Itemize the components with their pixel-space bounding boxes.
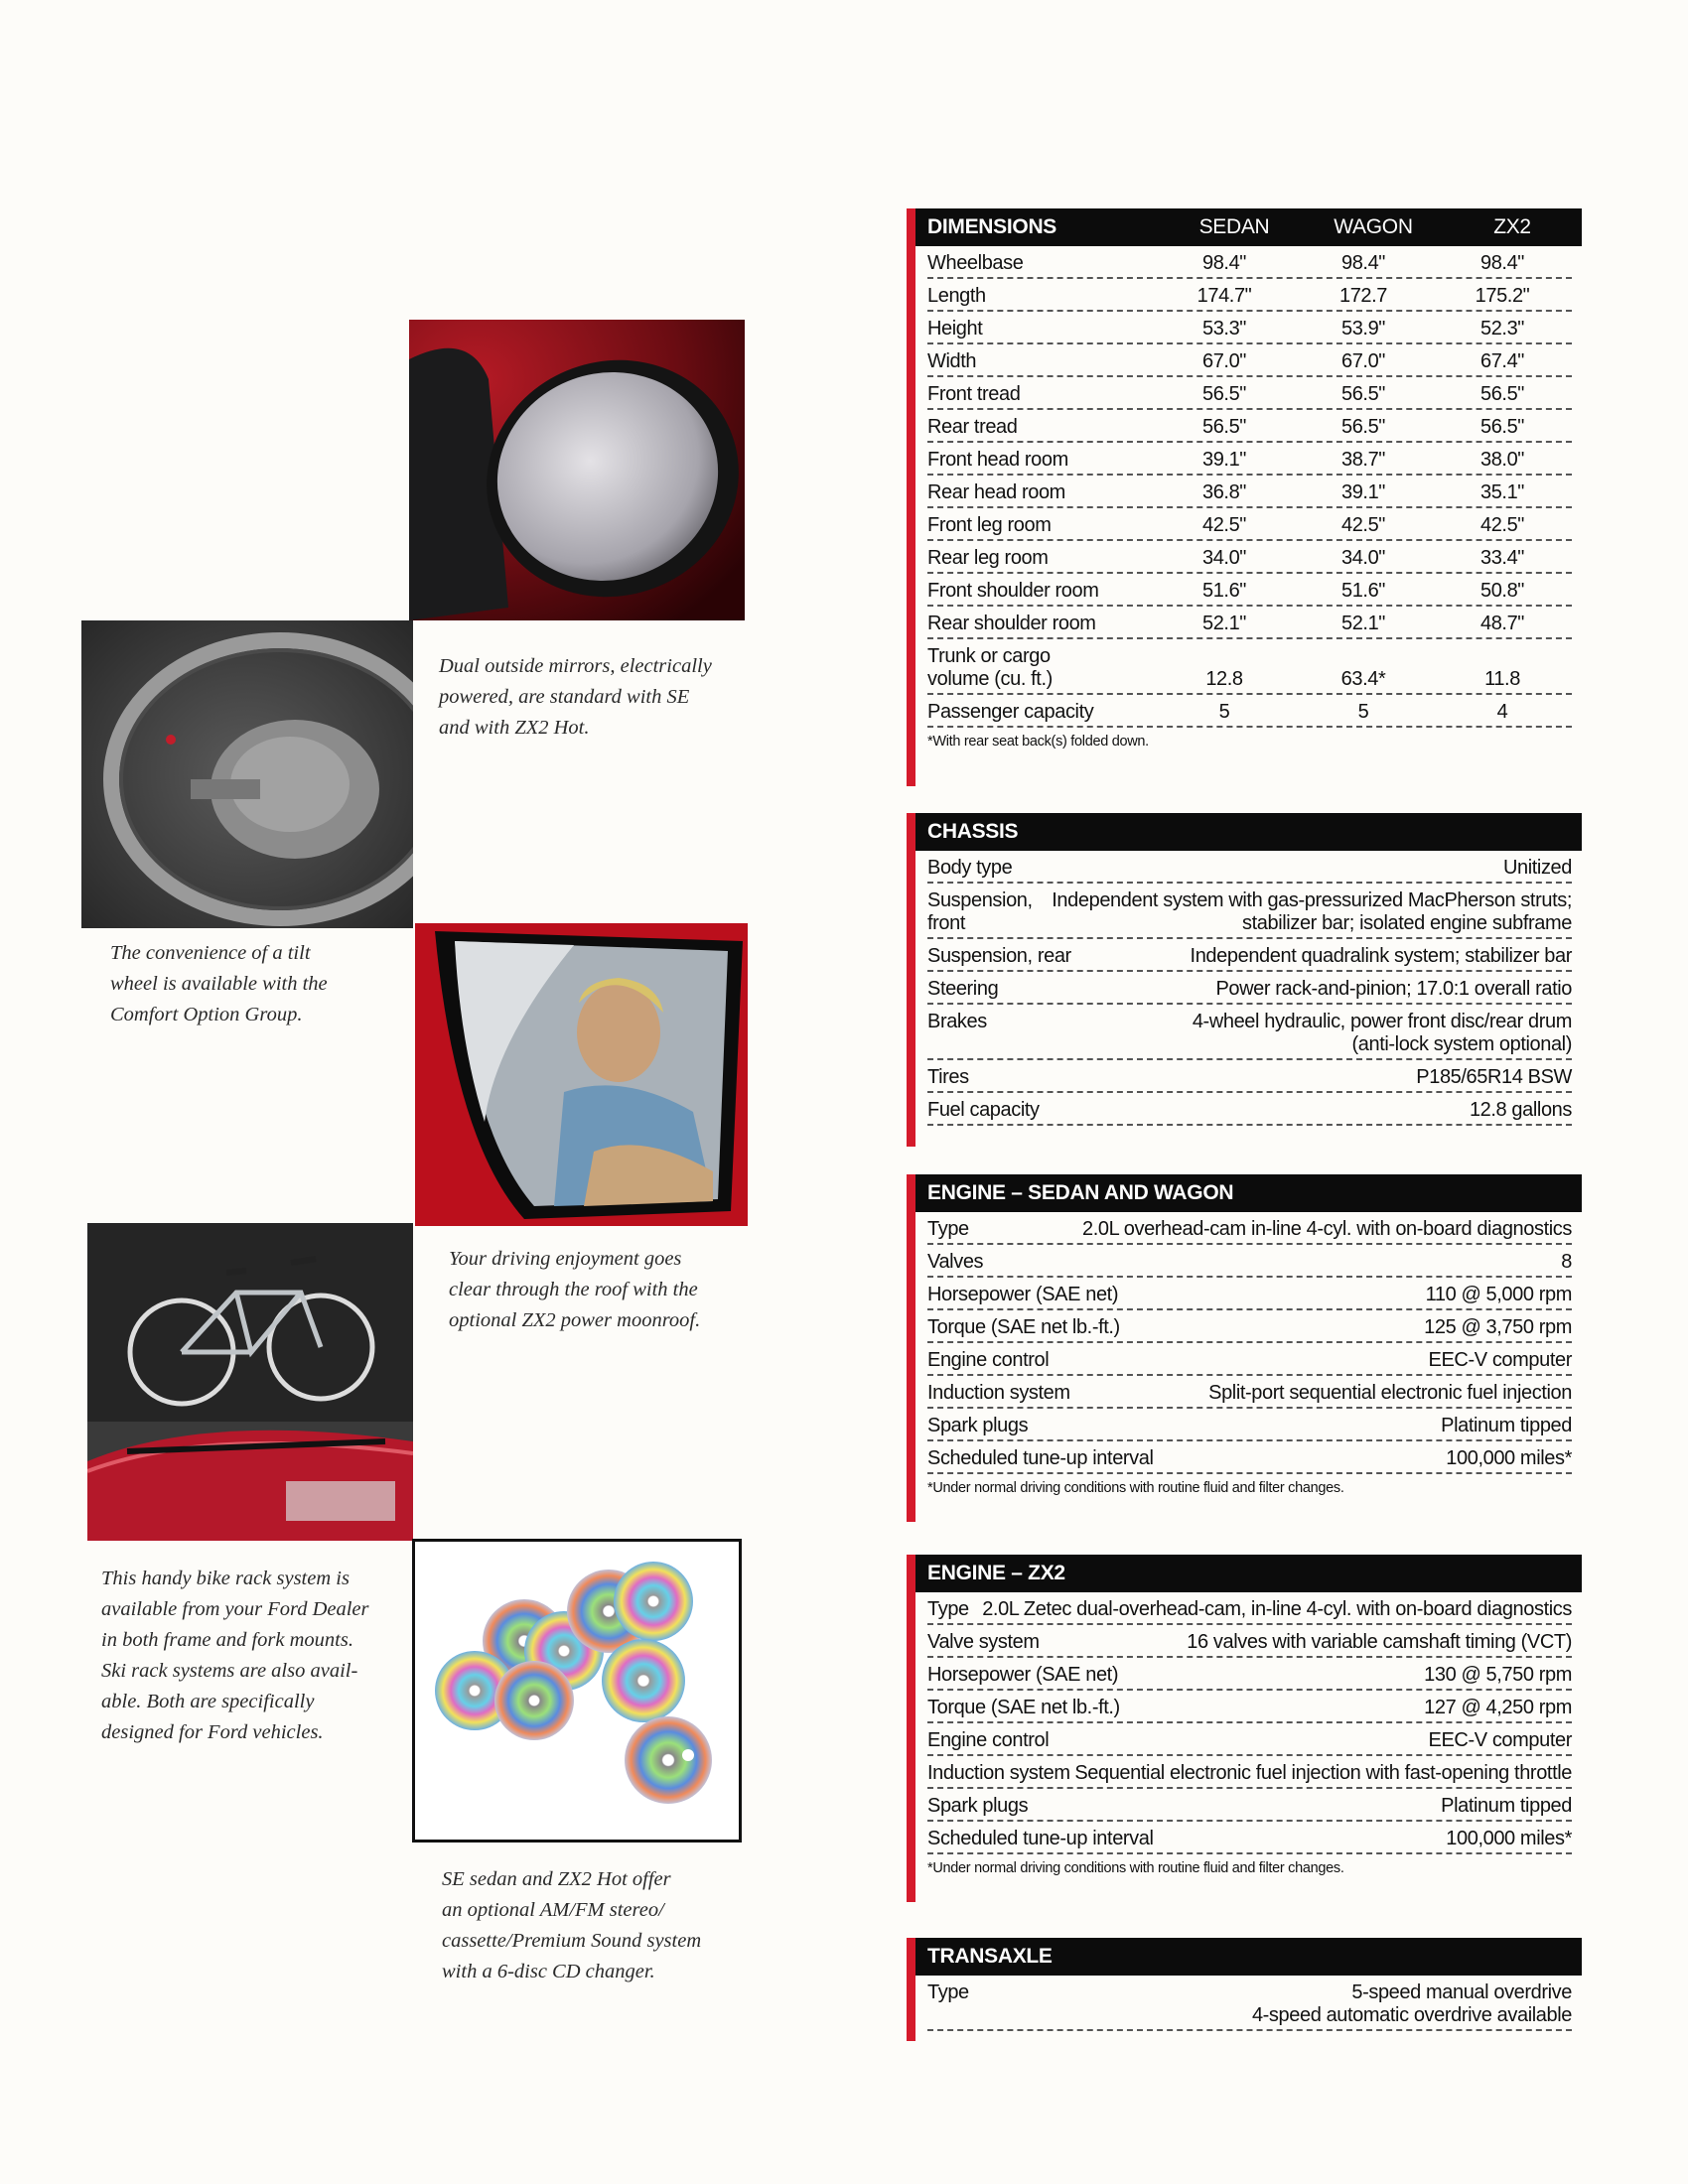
row-label: Front shoulder room	[927, 580, 1099, 602]
row-value: 127 @ 4,250 rpm	[1424, 1697, 1572, 1718]
column-wagon: WAGON	[1334, 215, 1413, 238]
table-row	[927, 541, 1572, 574]
table-row	[927, 972, 1572, 1005]
table-row	[927, 1310, 1572, 1343]
zx2-value: 67.4"	[1479, 350, 1525, 372]
dimensions-rows	[927, 246, 1572, 728]
row-value: EEC-V computer	[1428, 1729, 1572, 1751]
row-label: Front leg room	[927, 514, 1052, 536]
row-label: Scheduled tune-up interval	[927, 1828, 1154, 1849]
table-row	[927, 1093, 1572, 1126]
wagon-value: 98.4"	[1340, 252, 1386, 274]
mirrors-caption: Dual outside mirrors, electrically powered, are standard with SE and with ZX2 Hot.	[439, 655, 712, 739]
table-row	[927, 574, 1572, 607]
zx2-value: 48.7"	[1479, 613, 1525, 634]
row-label: Type	[927, 1598, 969, 1620]
row-value: Power rack-and-pinion; 17.0:1 overall ratio	[1215, 978, 1572, 1000]
row-label: Induction system	[927, 1762, 1070, 1784]
accent-bar	[907, 208, 915, 786]
row-label: Fuel capacity	[927, 1099, 1040, 1121]
bike-rack-photo	[87, 1223, 413, 1541]
row-label: Steering	[927, 978, 999, 1000]
table-row	[927, 1409, 1572, 1441]
zx2-value: 52.3"	[1479, 318, 1525, 340]
row-label: Length	[927, 285, 986, 307]
table-row	[927, 344, 1572, 377]
row-value: Independent quadralink system; stabilizer bar	[1190, 945, 1572, 967]
engine-sedan-title: ENGINE – SEDAN AND WAGON	[927, 1181, 1234, 1204]
row-value: P185/65R14 BSW	[1416, 1066, 1572, 1088]
sedan-value: 67.0"	[1201, 350, 1247, 372]
row-label: Front tread	[927, 383, 1021, 405]
engine-sedan-rows	[927, 1212, 1572, 1474]
table-row	[927, 1789, 1572, 1822]
transaxle-panel	[907, 1938, 1582, 2041]
table-row	[927, 1005, 1572, 1060]
row-value: Platinum tipped	[1441, 1795, 1572, 1817]
dimensions-header	[915, 208, 1582, 246]
row-value: 100,000 miles*	[1446, 1447, 1572, 1469]
tilt-wheel-caption: The convenience of a tilt wheel is available with the Comfort Option Group.	[110, 942, 328, 1025]
sedan-value: 34.0"	[1201, 547, 1247, 569]
table-row	[927, 1376, 1572, 1409]
engine-sedan-panel	[907, 1174, 1582, 1522]
row-value: 110 @ 5,000 rpm	[1425, 1284, 1572, 1305]
row-label: Engine control	[927, 1349, 1050, 1371]
row-label: Wheelbase	[927, 252, 1024, 274]
row-label: Horsepower (SAE net)	[927, 1284, 1119, 1305]
sedan-value: 56.5"	[1201, 383, 1247, 405]
table-row	[927, 851, 1572, 884]
row-value: 12.8 gallons	[1469, 1099, 1572, 1121]
row-label: Rear tread	[927, 416, 1018, 438]
row-value: 5-speed manual overdrive 4-speed automatic overdrive available	[1251, 1981, 1572, 2026]
row-label: Torque (SAE net lb.-ft.)	[927, 1697, 1120, 1718]
wagon-value: 52.1"	[1340, 613, 1386, 634]
table-row	[927, 1343, 1572, 1376]
wagon-value: 34.0"	[1340, 547, 1386, 569]
table-row	[927, 1756, 1572, 1789]
row-label: Engine control	[927, 1729, 1050, 1751]
row-label: Height	[927, 318, 983, 340]
table-row	[927, 443, 1572, 476]
wagon-value: 56.5"	[1340, 383, 1386, 405]
moonroof-caption: Your driving enjoyment goes clear through the roof with the optional ZX2 power moonroof.	[449, 1248, 701, 1331]
row-label: Width	[927, 350, 977, 372]
table-row	[927, 939, 1572, 972]
row-value: 2.0L overhead-cam in-line 4-cyl. with on-board diagnostics	[1082, 1218, 1572, 1240]
table-row	[927, 1691, 1572, 1723]
wagon-value: 5	[1357, 701, 1369, 723]
zx2-value: 35.1"	[1479, 481, 1525, 503]
row-label: Torque (SAE net lb.-ft.)	[927, 1316, 1120, 1338]
row-value: Sequential electronic fuel injection with fast-opening throttle	[1074, 1762, 1572, 1784]
row-label: Spark plugs	[927, 1795, 1029, 1817]
row-value: 4-wheel hydraulic, power front disc/rear drum (anti-lock system optional)	[1192, 1011, 1572, 1055]
row-label: Scheduled tune-up interval	[927, 1447, 1154, 1469]
moonroof-photo	[415, 923, 748, 1226]
table-row	[927, 312, 1572, 344]
table-row	[927, 476, 1572, 508]
row-value: EEC-V computer	[1428, 1349, 1572, 1371]
sedan-value: 98.4"	[1201, 252, 1247, 274]
chassis-panel	[907, 813, 1582, 1147]
engine-zx2-footnote: *Under normal driving conditions with routine fluid and filter changes.	[927, 1860, 1344, 1876]
row-value: 125 @ 3,750 rpm	[1424, 1316, 1572, 1338]
table-row	[927, 1592, 1572, 1625]
row-label: Horsepower (SAE net)	[927, 1664, 1119, 1686]
table-row	[927, 1060, 1572, 1093]
engine-zx2-title: ENGINE – ZX2	[927, 1562, 1065, 1584]
row-label: Trunk or cargo volume (cu. ft.)	[927, 645, 1053, 690]
cd-changer-photo	[412, 1539, 742, 1843]
zx2-value: 56.5"	[1479, 383, 1525, 405]
dimensions-footnote: *With rear seat back(s) folded down.	[927, 734, 1149, 750]
bike-rack-caption: This handy bike rack system is available from your Ford Dealer in both frame and fork mounts. Ski rack systems are also avail- able. Both are specifically designed for Ford vehicles.	[101, 1568, 369, 1743]
zx2-value: 56.5"	[1479, 416, 1525, 438]
table-row	[927, 1441, 1572, 1474]
zx2-value: 38.0"	[1479, 449, 1525, 471]
engine-sedan-footnote: *Under normal driving conditions with routine fluid and filter changes.	[927, 1480, 1344, 1496]
tilt-wheel-photo	[81, 620, 413, 928]
table-row	[927, 1658, 1572, 1691]
row-value: Split-port sequential electronic fuel injection	[1208, 1382, 1572, 1404]
row-label: Valve system	[927, 1631, 1040, 1653]
wagon-value: 172.7	[1338, 285, 1388, 307]
table-row	[927, 377, 1572, 410]
table-row	[927, 1212, 1572, 1245]
row-label: Type	[927, 1981, 969, 2003]
wagon-value: 63.4*	[1340, 668, 1386, 690]
row-label: Brakes	[927, 1011, 987, 1032]
row-value: Platinum tipped	[1441, 1415, 1572, 1436]
sedan-value: 39.1"	[1201, 449, 1247, 471]
zx2-value: 50.8"	[1479, 580, 1525, 602]
row-label: Rear leg room	[927, 547, 1049, 569]
table-row	[927, 607, 1572, 639]
dimensions-panel	[907, 208, 1582, 786]
engine-zx2-header	[915, 1555, 1582, 1592]
row-label: Valves	[927, 1251, 984, 1273]
column-zx2: ZX2	[1493, 215, 1531, 238]
wagon-value: 38.7"	[1340, 449, 1386, 471]
transaxle-title: TRANSAXLE	[927, 1945, 1053, 1968]
sedan-value: 36.8"	[1201, 481, 1247, 503]
row-value: Independent system with gas-pressurized MacPherson struts; stabilizer bar; isolated engine subframe	[1052, 889, 1572, 934]
sedan-value: 52.1"	[1201, 613, 1247, 634]
table-row	[927, 279, 1572, 312]
table-row	[927, 410, 1572, 443]
table-row	[927, 1723, 1572, 1756]
sedan-value: 56.5"	[1201, 416, 1247, 438]
table-row	[927, 884, 1572, 939]
row-label: Rear shoulder room	[927, 613, 1096, 634]
sedan-value: 51.6"	[1201, 580, 1247, 602]
zx2-value: 175.2"	[1475, 285, 1530, 307]
table-row	[927, 1245, 1572, 1278]
transaxle-header	[915, 1938, 1582, 1976]
engine-sedan-header	[915, 1174, 1582, 1212]
sedan-value: 53.3"	[1201, 318, 1247, 340]
chassis-header	[915, 813, 1582, 851]
row-label: Spark plugs	[927, 1415, 1029, 1436]
row-value: 100,000 miles*	[1446, 1828, 1572, 1849]
row-value: 8	[1561, 1251, 1572, 1273]
wagon-value: 51.6"	[1340, 580, 1386, 602]
row-label: Front head room	[927, 449, 1068, 471]
row-value: 2.0L Zetec dual-overhead-cam, in-line 4-cyl. with on-board diagnostics	[982, 1598, 1572, 1620]
zx2-value: 98.4"	[1479, 252, 1525, 274]
zx2-value: 42.5"	[1479, 514, 1525, 536]
row-label: Induction system	[927, 1382, 1070, 1404]
row-value: 16 valves with variable camshaft timing (VCT)	[1187, 1631, 1572, 1653]
zx2-value: 4	[1496, 701, 1508, 723]
sedan-value: 5	[1218, 701, 1230, 723]
table-row	[927, 508, 1572, 541]
chassis-rows	[927, 851, 1572, 1126]
cd-changer-caption: SE sedan and ZX2 Hot offer an optional AM/FM stereo/ cassette/Premium Sound system with a 6-disc CD changer.	[442, 1868, 702, 1982]
row-label: Suspension, rear	[927, 945, 1071, 967]
table-row	[927, 1976, 1572, 2031]
engine-zx2-rows	[927, 1592, 1572, 1854]
row-label: Rear head room	[927, 481, 1065, 503]
table-row	[927, 639, 1572, 695]
table-row	[927, 1822, 1572, 1854]
wagon-value: 53.9"	[1340, 318, 1386, 340]
row-label: Tires	[927, 1066, 969, 1088]
row-label: Type	[927, 1218, 969, 1240]
table-row	[927, 1625, 1572, 1658]
sedan-value: 174.7"	[1196, 285, 1252, 307]
sedan-value: 12.8	[1205, 668, 1243, 690]
mirror-photo	[409, 320, 745, 620]
accent-bar	[907, 1174, 915, 1522]
wagon-value: 67.0"	[1340, 350, 1386, 372]
row-label: Passenger capacity	[927, 701, 1094, 723]
row-label: Suspension, front	[927, 889, 1033, 934]
chassis-title: CHASSIS	[927, 820, 1019, 843]
sedan-value: 42.5"	[1201, 514, 1247, 536]
dimensions-title: DIMENSIONS	[927, 215, 1057, 238]
accent-bar	[907, 1555, 915, 1902]
wagon-value: 42.5"	[1340, 514, 1386, 536]
wagon-value: 39.1"	[1340, 481, 1386, 503]
table-row	[927, 1278, 1572, 1310]
transaxle-rows	[927, 1976, 1572, 2031]
row-value: Unitized	[1502, 857, 1572, 879]
table-row	[927, 695, 1572, 728]
accent-bar	[907, 1938, 915, 2041]
accent-bar	[907, 813, 915, 1147]
column-sedan: SEDAN	[1198, 215, 1270, 238]
zx2-value: 11.8	[1484, 668, 1520, 690]
table-row	[927, 246, 1572, 279]
wagon-value: 56.5"	[1340, 416, 1386, 438]
row-label: Body type	[927, 857, 1013, 879]
engine-zx2-panel	[907, 1555, 1582, 1902]
row-value: 130 @ 5,750 rpm	[1424, 1664, 1572, 1686]
zx2-value: 33.4"	[1479, 547, 1525, 569]
